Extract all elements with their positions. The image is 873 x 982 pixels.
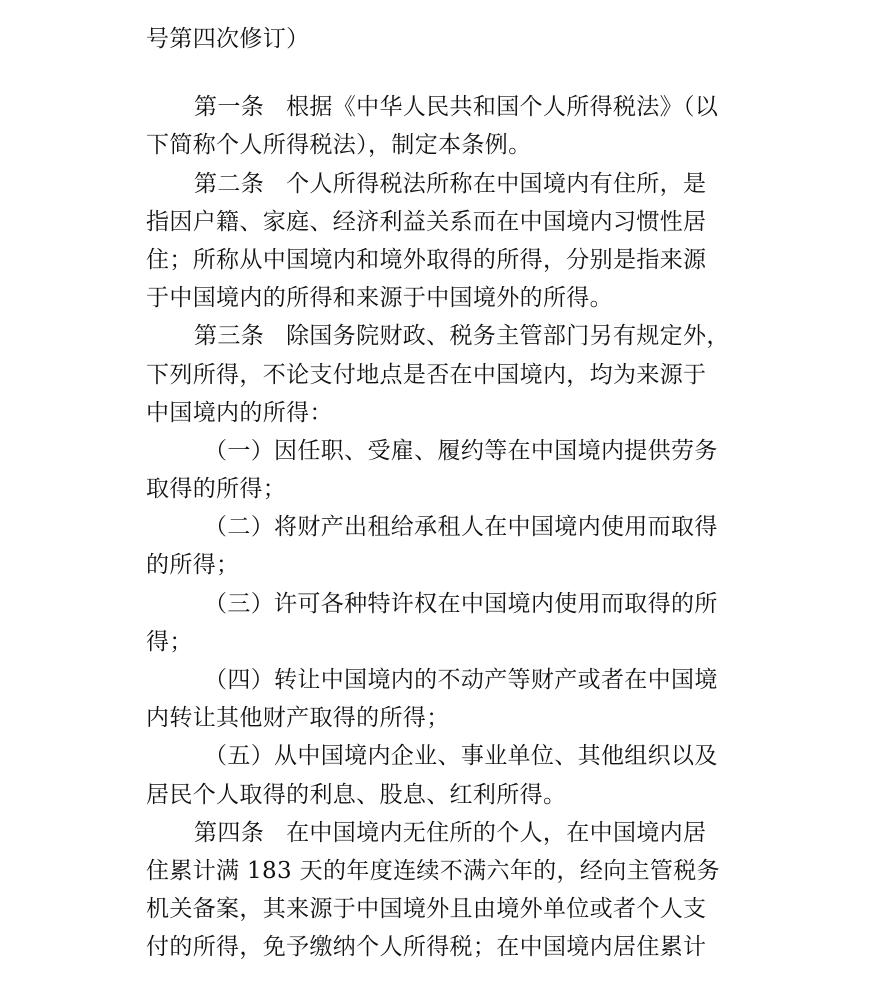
header-line: 号第四次修订）	[146, 26, 310, 52]
item-1-line-2: 取得的所得；	[146, 476, 287, 503]
item-1-line-1: （一）因任职、受雇、履约等在中国境内提供劳务	[204, 437, 718, 464]
article-4-title: 第四条	[194, 819, 265, 846]
article-2-line-1	[146, 165, 730, 203]
article-1-line-1	[146, 88, 730, 126]
item-2-line-2: 的所得；	[146, 552, 240, 579]
item-5-line-2: 居民个人取得的利息、股息、红利所得。	[146, 781, 567, 808]
article-4-line-1	[146, 814, 730, 852]
article-2-line-3: 住；所称从中国境内和境外取得的所得，分别是指来源	[146, 246, 707, 273]
item-3-line-2: 得；	[146, 628, 193, 655]
article-2-line-4: 于中国境内的所得和来源于中国境外的所得。	[146, 285, 613, 312]
document-page	[146, 20, 730, 967]
article-3-line-3: 中国境内的所得：	[146, 399, 333, 426]
item-5-line-1: （五）从中国境内企业、事业单位、其他组织以及	[204, 743, 718, 770]
item-4-line-1: （四）转让中国境内的不动产等财产或者在中国境	[204, 667, 718, 693]
article-3-text: 除国务院财政、税务主管部门另有规定外，	[286, 323, 730, 350]
article-4-text: 在中国境内无住所的个人，在中国境内居	[286, 819, 707, 846]
article-4-line-4: 付的所得，免予缴纳个人所得税；在中国境内居住累计	[146, 934, 707, 961]
article-2-text: 个人所得税法所称在中国境内有住所，是	[286, 170, 707, 197]
item-2-line-1: （二）将财产出租给承租人在中国境内使用而取得	[204, 514, 718, 541]
item-4-line-2: 内转让其他财产取得的所得；	[146, 705, 450, 732]
article-4-line-2: 住累计满 183 天的年度连续不满六年的，经向主管税务	[146, 857, 720, 884]
article-3-line-1	[146, 317, 730, 355]
item-3-line-1: （三）许可各种特许权在中国境内使用而取得的所	[204, 590, 718, 617]
article-2-line-2: 指因户籍、家庭、经济利益关系而在中国境内习惯性居	[146, 208, 707, 235]
article-1-text: 根据《中华人民共和国个人所得税法》（以	[286, 94, 719, 121]
article-3-line-2: 下列所得，不论支付地点是否在中国境内，均为来源于	[146, 361, 707, 388]
article-1-line-2: 下简称个人所得税法），制定本条例。	[146, 132, 532, 159]
article-3-title: 第三条	[194, 323, 265, 350]
article-4-line-3: 机关备案，其来源于中国境外且由境外单位或者个人支	[146, 896, 707, 923]
article-1-title: 第一条	[194, 94, 265, 121]
article-2-title: 第二条	[194, 170, 265, 197]
